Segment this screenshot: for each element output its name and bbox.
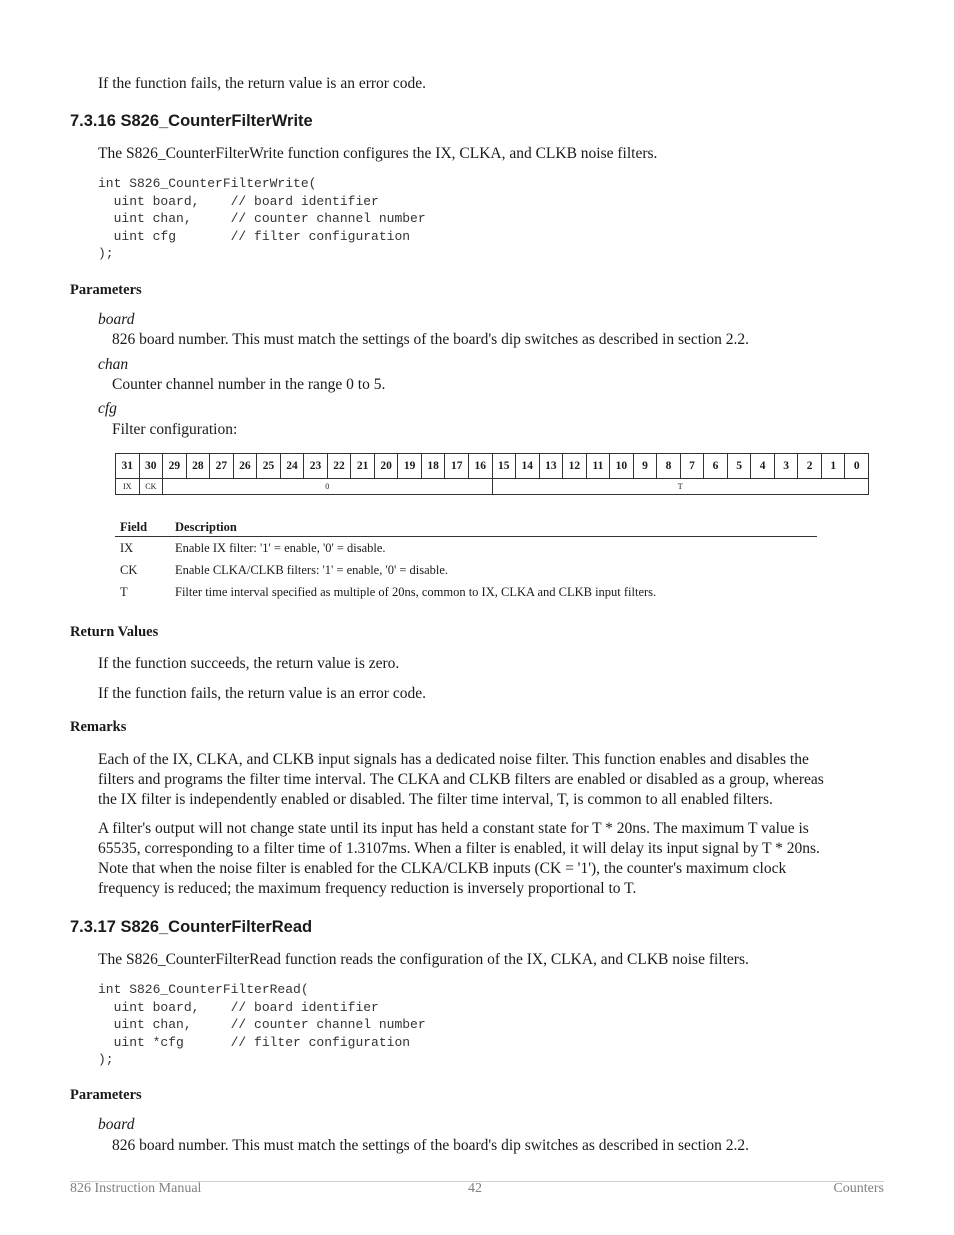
- param-board-name: board: [98, 311, 135, 328]
- footer-manual-title: 826 Instruction Manual: [70, 1181, 202, 1196]
- remarks-heading: Remarks: [70, 719, 127, 735]
- bit-number-cell: 25: [257, 454, 281, 479]
- bit-number-cell: 26: [233, 454, 257, 479]
- description-cell: Enable IX filter: '1' = enable, '0' = disable.: [175, 540, 386, 555]
- code-line: );: [98, 246, 114, 261]
- bit-number-cell: 29: [163, 454, 187, 479]
- table-row: [115, 559, 817, 581]
- return-fail-text: If the function fails, the return value is an error code.: [98, 685, 426, 702]
- code-line: int S826_CounterFilterWrite(: [98, 176, 317, 191]
- remarks-line: Each of the IX, CLKA, and CLKB input signals has a dedicated noise filter. This function enables and disables the: [98, 751, 809, 768]
- register-bit-map: [115, 453, 869, 495]
- field-description-table: [115, 519, 817, 603]
- param-cfg-name: cfg: [98, 400, 117, 417]
- bit-number-cell: 21: [351, 454, 375, 479]
- intro-fail-text: If the function fails, the return value is an error code.: [98, 75, 426, 92]
- bit-number-cell: 11: [586, 454, 610, 479]
- field-cell: CK: [120, 562, 138, 577]
- bit-number-cell: 31: [116, 454, 140, 479]
- bit-number-cell: 0: [845, 454, 869, 479]
- bit-number-cell: 30: [139, 454, 163, 479]
- field-cell: IX: [120, 540, 134, 555]
- section-17-description: The S826_CounterFilterRead function reads the configuration of the IX, CLKA, and CLKB noise filters.: [98, 951, 749, 968]
- bit-number-cell: 3: [774, 454, 798, 479]
- param-board-desc: 826 board number. This must match the settings of the board's dip switches as described in section 2.2.: [112, 331, 750, 348]
- footer-chapter: Counters: [833, 1181, 884, 1196]
- bit-number-cell: 10: [610, 454, 634, 479]
- remarks-line: frequency is reduced; the maximum frequency reduction is inversely proportional to T.: [98, 880, 637, 897]
- remarks-paragraph-2: [98, 819, 820, 899]
- return-success-text: If the function succeeds, the return value is zero.: [98, 655, 400, 672]
- bit-number-cell: 15: [492, 454, 516, 479]
- field-table-header: [115, 519, 817, 537]
- table-row: [115, 537, 817, 560]
- param-board-name: board: [98, 1116, 135, 1133]
- remarks-line: 65535, corresponding to a filter time of 1.3107ms. When a filter is enabled, it will delay its input signal by T * 20ns.: [98, 840, 820, 857]
- bit-number-cell: 24: [280, 454, 304, 479]
- code-line: int S826_CounterFilterRead(: [98, 982, 309, 997]
- code-line: uint cfg // filter configuration: [98, 228, 411, 244]
- bit-number-cell: 23: [304, 454, 328, 479]
- table-row: [115, 581, 817, 603]
- footer-page-number: 42: [468, 1181, 482, 1196]
- bit-number-cell: 27: [210, 454, 234, 479]
- bit-number-cell: 4: [751, 454, 775, 479]
- bit-number-cell: 2: [798, 454, 822, 479]
- bit-number-cell: 19: [398, 454, 422, 479]
- section-16-description: The S826_CounterFilterWrite function configures the IX, CLKA, and CLKB noise filters.: [98, 145, 658, 162]
- bit-number-cell: 17: [445, 454, 469, 479]
- code-line: );: [98, 1052, 114, 1067]
- return-values-heading: Return Values: [70, 624, 159, 640]
- section-16-heading: 7.3.16 S826_CounterFilterWrite: [70, 112, 313, 130]
- bit-number-cell: 18: [421, 454, 445, 479]
- bit-number-cell: 6: [704, 454, 728, 479]
- bit-field-cell: IX: [116, 479, 140, 495]
- bit-number-cell: 13: [539, 454, 563, 479]
- bit-number-cell: 8: [657, 454, 681, 479]
- code-line: uint chan, // counter channel number: [98, 211, 426, 226]
- bit-number-cell: 12: [563, 454, 587, 479]
- param-chan-desc: Counter channel number in the range 0 to 5.: [112, 376, 386, 393]
- remarks-paragraph-1: [98, 750, 824, 810]
- code-line: uint board, // board identifier: [98, 193, 379, 209]
- bit-number-cell: 5: [727, 454, 751, 479]
- bit-field-cell: T: [492, 479, 869, 495]
- param-board-desc: 826 board number. This must match the settings of the board's dip switches as described in section 2.2.: [112, 1137, 750, 1154]
- bit-field-row: [116, 479, 869, 495]
- bit-number-cell: 28: [186, 454, 210, 479]
- bit-field-cell: CK: [139, 479, 163, 495]
- bit-number-cell: 7: [680, 454, 704, 479]
- param-chan-name: chan: [98, 356, 129, 373]
- code-line: uint chan, // counter channel number: [98, 1017, 426, 1032]
- section-16-code: [98, 175, 426, 263]
- bit-field-cell: 0: [163, 479, 492, 495]
- remarks-line: filters and programs the filter time interval. The CLKA and CLKB filters are enabled or disabled as a group, whereas: [98, 771, 824, 788]
- remarks-line: A filter's output will not change state until its input has held a constant state for T * 20ns. The maximum T value is: [98, 820, 809, 837]
- remarks-line: Note that when the noise filter is enabled for the CLKA/CLKB inputs (CK = '1'), the counter's maximum clock: [98, 860, 787, 877]
- code-line: uint *cfg // filter configuration: [98, 1034, 411, 1050]
- param-cfg-desc: Filter configuration:: [112, 421, 238, 438]
- bit-number-cell: 9: [633, 454, 657, 479]
- section-17-heading: 7.3.17 S826_CounterFilterRead: [70, 918, 313, 936]
- bit-number-cell: 20: [374, 454, 398, 479]
- bit-number-cell: 22: [327, 454, 351, 479]
- field-cell: T: [120, 584, 128, 599]
- field-column-header: Field: [115, 519, 170, 537]
- description-cell: Filter time interval specified as multiple of 20ns, common to IX, CLKA and CLKB input filters.: [175, 584, 657, 599]
- section-17-code: [98, 981, 426, 1069]
- bit-number-cell: 16: [468, 454, 492, 479]
- description-cell: Enable CLKA/CLKB filters: '1' = enable, '0' = disable.: [175, 562, 449, 577]
- section-16-params-heading: Parameters: [70, 282, 142, 298]
- section-17-params-heading: Parameters: [70, 1087, 142, 1103]
- remarks-line: the IX filter is independently enabled or disabled. The filter time interval, T, is common to all enabled filters.: [98, 791, 773, 808]
- bit-number-cell: 1: [821, 454, 845, 479]
- bit-number-row: [116, 454, 869, 479]
- code-line: uint board, // board identifier: [98, 999, 379, 1015]
- description-column-header: Description: [170, 519, 817, 537]
- bit-number-cell: 14: [516, 454, 540, 479]
